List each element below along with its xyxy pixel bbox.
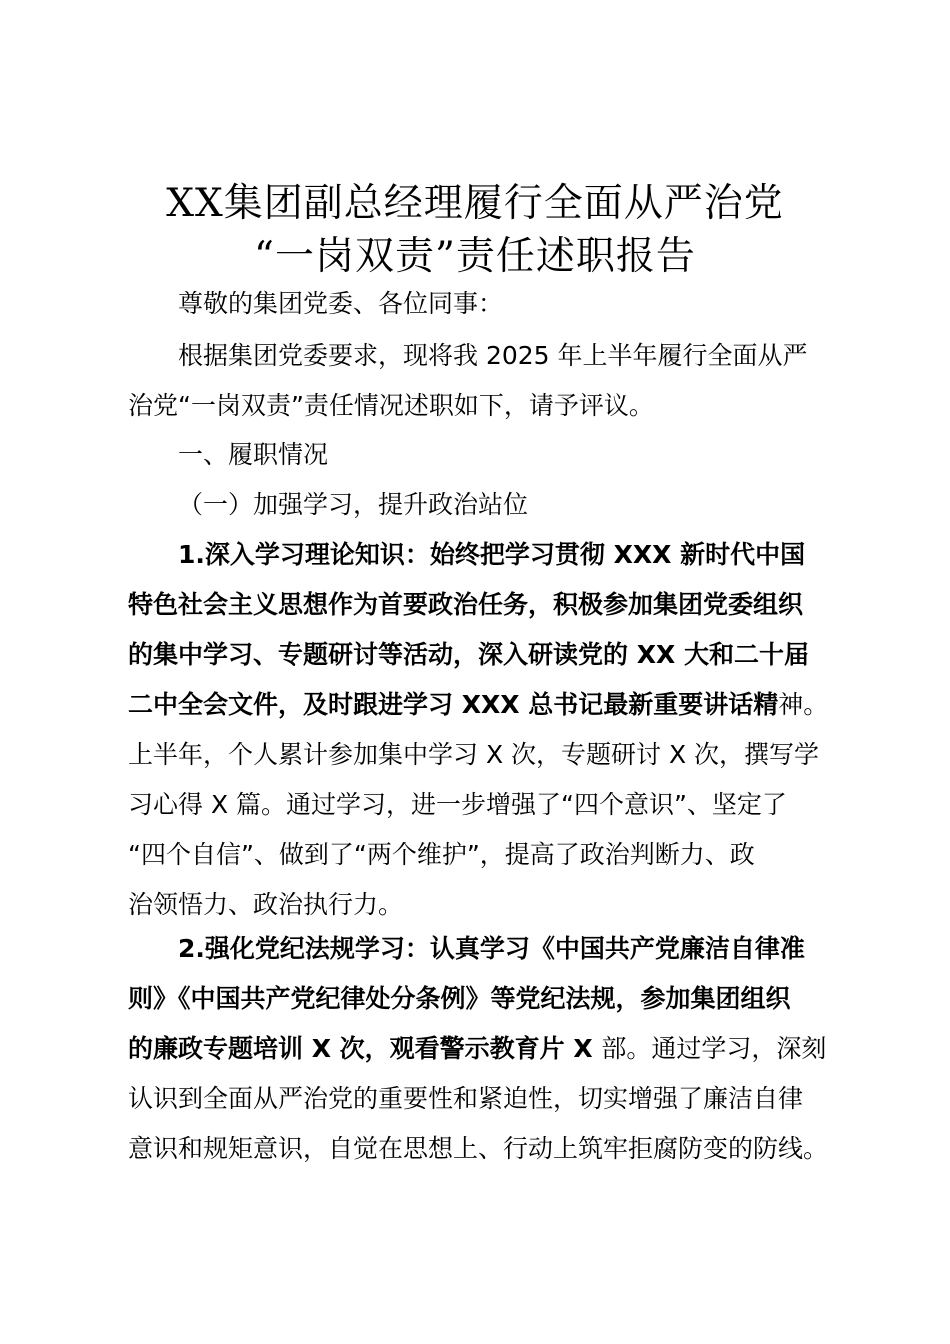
document-title-line-1: XX集团副总经理履行全面从严治党 [166,181,784,226]
item1-line-4-tail: 神。 [778,690,829,719]
item2-line-3-tail: 部。通过学习，深刻 [601,1034,827,1063]
item2-bold-line-2: 则》《中国共产党纪律处分条例》等党纪法规，参加集团组织 [128,984,791,1013]
section-heading: 一、履职情况 [178,440,329,469]
paragraph-item-2 [128,924,834,1174]
intro-line-2: 治党“一岗双责”责任情况述职如下，请予评议。 [128,391,654,420]
intro-line-1: 根据集团党委要求，现将我 2025 年上半年履行全面从严 [178,341,808,370]
item1-bold-line-2: 特色社会主义思想作为首要政治任务，积极参加集团党委组织 [128,590,804,619]
item2-bold-line-3: 的廉政专题培训 X 次，观看警示教育片 X [128,1034,602,1063]
paragraph-item-1 [128,530,834,930]
item1-bold-line-4: 二中全会文件，及时跟进学习 XXX 总书记最新重要讲话精 [128,690,779,719]
item2-line-5: 意识和规矩意识，自觉在思想上、行动上筑牢拒腐防变的防线。 [128,1134,829,1163]
item1-line-7: “四个自信”、做到了“两个维护”，提高了政治判断力、政 [128,840,755,869]
subsection-heading: （一）加强学习，提升政治站位 [178,490,529,519]
item2-line-4: 认识到全面从严治党的重要性和紧迫性，切实增强了廉洁自律 [128,1084,804,1113]
item1-bold-line-3: 的集中学习、专题研讨等活动，深入研读党的 XX 大和二十届 [128,640,809,669]
salutation: 尊敬的集团党委、各位同事： [178,289,504,318]
item1-bold-line-1: 1.深入学习理论知识：始终把学习贯彻 XXX 新时代中国 [178,540,806,569]
item1-line-6: 习心得 X 篇。通过学习，进一步增强了“四个意识”、坚定了 [128,790,787,819]
document-title-line-2: “一岗双责”责任述职报告 [254,234,696,279]
item1-line-8: 治领悟力、政治执行力。 [128,890,404,919]
intro-paragraph [128,331,834,431]
item1-line-5: 上半年，个人累计参加集中学习 X 次，专题研讨 X 次，撰写学 [128,740,820,769]
item2-bold-line-1: 2.强化党纪法规学习：认真学习《中国共产党廉洁自律准 [178,934,805,963]
